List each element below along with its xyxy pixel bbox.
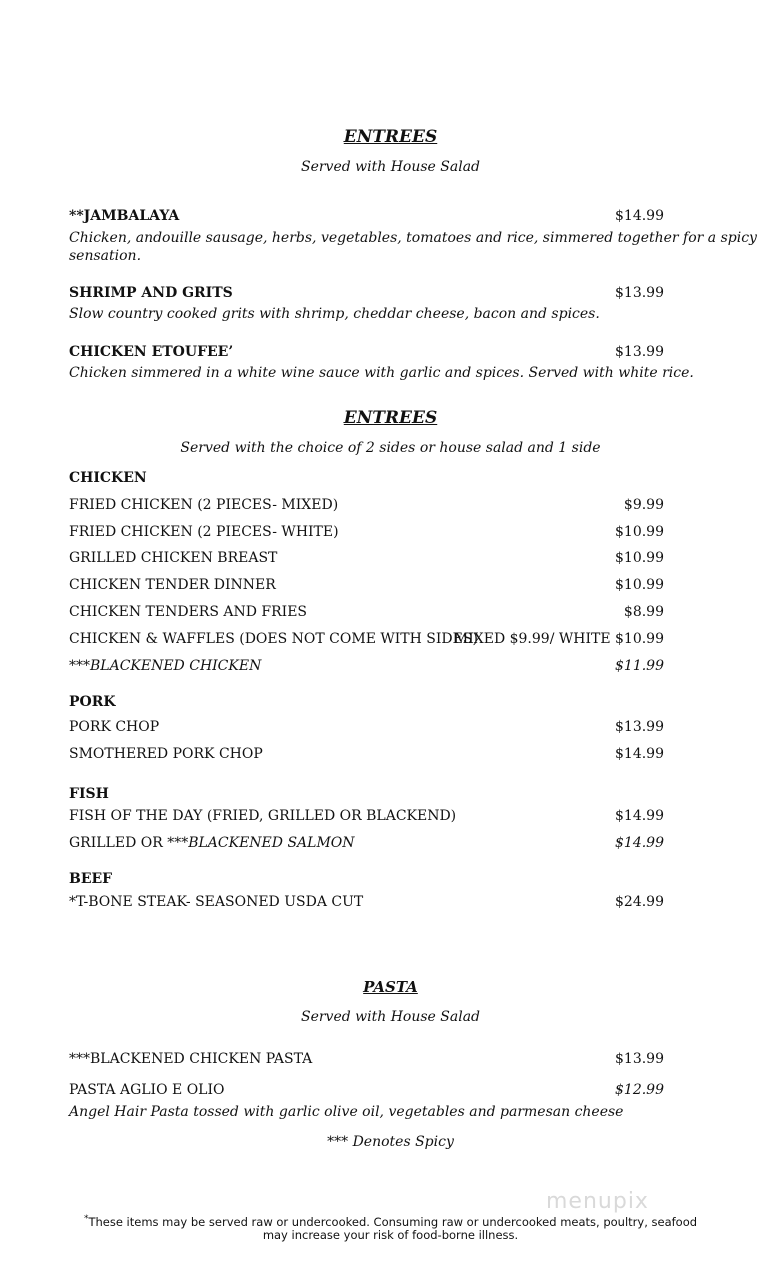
footnote-text: These items may be served raw or undercooked. Consuming raw or undercooked meats, poultry, seafood: [88, 1214, 698, 1229]
menu-item-name: CHICKEN TENDERS AND FRIES: [69, 604, 308, 620]
menu-item-price: $9.99: [623, 497, 664, 513]
menu-item-name: PASTA AGLIO E OLIO: [69, 1082, 225, 1098]
menu-item-price: $10.99: [615, 550, 664, 566]
menu-item-price: $14.99: [615, 835, 664, 851]
menu-item-price: $8.99: [623, 604, 664, 620]
menu-item-name: [69, 835, 355, 851]
menu-item-name: FRIED CHICKEN (2 PIECES- MIXED): [69, 497, 339, 513]
section-title-entrees: ENTREES: [343, 127, 438, 147]
menu-item-name: SHRIMP AND GRITS: [69, 285, 233, 301]
menu-item-price: $14.99: [615, 746, 664, 762]
menu-item-name: FISH OF THE DAY (FRIED, GRILLED OR BLACKEND): [69, 808, 457, 824]
category-label-beef: BEEF: [69, 871, 113, 887]
menu-item-price: $14.99: [615, 808, 664, 824]
menu-item-price: $13.99: [615, 719, 664, 735]
menu-item-name: CHICKEN TENDER DINNER: [69, 577, 276, 593]
menu-item-name: ***BLACKENED CHICKEN: [69, 658, 262, 674]
menu-item-name: CHICKEN ETOUFEE’: [69, 344, 234, 360]
menu-item-name: **JAMBALAYA: [69, 208, 180, 224]
menu-item-price: $12.99: [615, 1082, 664, 1098]
menu-item-name: PORK CHOP: [69, 719, 160, 735]
footnote-line-2: may increase your risk of food-borne illness.: [262, 1228, 519, 1242]
menu-item-price: $24.99: [615, 894, 664, 910]
category-label-fish: FISH: [69, 786, 109, 802]
watermark-logo: menupix: [546, 1189, 649, 1214]
section-subtitle: Served with the choice of 2 sides or house salad and 1 side: [180, 440, 601, 456]
menu-item-price: $13.99: [615, 344, 664, 360]
menu-item-price: MIXED $9.99/ WHITE $10.99: [453, 631, 664, 647]
spicy-note: *** Denotes Spicy: [327, 1134, 454, 1150]
category-label-chicken: CHICKEN: [69, 470, 147, 486]
menu-item-name: ***BLACKENED CHICKEN PASTA: [69, 1051, 313, 1067]
menu-item-price: $13.99: [615, 1051, 664, 1067]
section-subtitle: Served with House Salad: [300, 1009, 481, 1025]
menu-item-description: Angel Hair Pasta tossed with garlic olive oil, vegetables and parmesan cheese: [69, 1104, 624, 1120]
category-label-pork: PORK: [69, 694, 116, 710]
menu-item-name: GRILLED CHICKEN BREAST: [69, 550, 278, 566]
section-title-pasta: PASTA: [363, 978, 418, 996]
menu-item-price: $10.99: [615, 524, 664, 540]
menu-item-name-spicy: ***BLACKENED SALMON: [167, 835, 355, 851]
section-title-entrees: ENTREES: [343, 408, 438, 428]
menu-item-price: $13.99: [615, 285, 664, 301]
menu-item-price: $14.99: [615, 208, 664, 224]
menu-item-name: SMOTHERED PORK CHOP: [69, 746, 263, 762]
menu-item-description: Chicken simmered in a white wine sauce with garlic and spices. Served with white rice.: [69, 365, 694, 381]
menu-item-name-prefix: GRILLED OR: [69, 835, 168, 851]
menu-item-price: $10.99: [615, 577, 664, 593]
footnote-mark: *: [83, 1214, 89, 1224]
menu-item-name: *T-BONE STEAK- SEASONED USDA CUT: [69, 894, 364, 910]
menu-item-description: Slow country cooked grits with shrimp, cheddar cheese, bacon and spices.: [69, 306, 600, 322]
menu-item-description: sensation.: [69, 248, 142, 264]
section-subtitle: Served with House Salad: [300, 159, 481, 175]
menu-item-name: CHICKEN & WAFFLES (DOES NOT COME WITH SIDES): [69, 631, 478, 647]
menu-item-description: Chicken, andouille sausage, herbs, vegetables, tomatoes and rice, simmered together for a spicy: [69, 230, 757, 246]
menu-item-name: FRIED CHICKEN (2 PIECES- WHITE): [69, 524, 339, 540]
menu-item-price: $11.99: [615, 658, 664, 674]
